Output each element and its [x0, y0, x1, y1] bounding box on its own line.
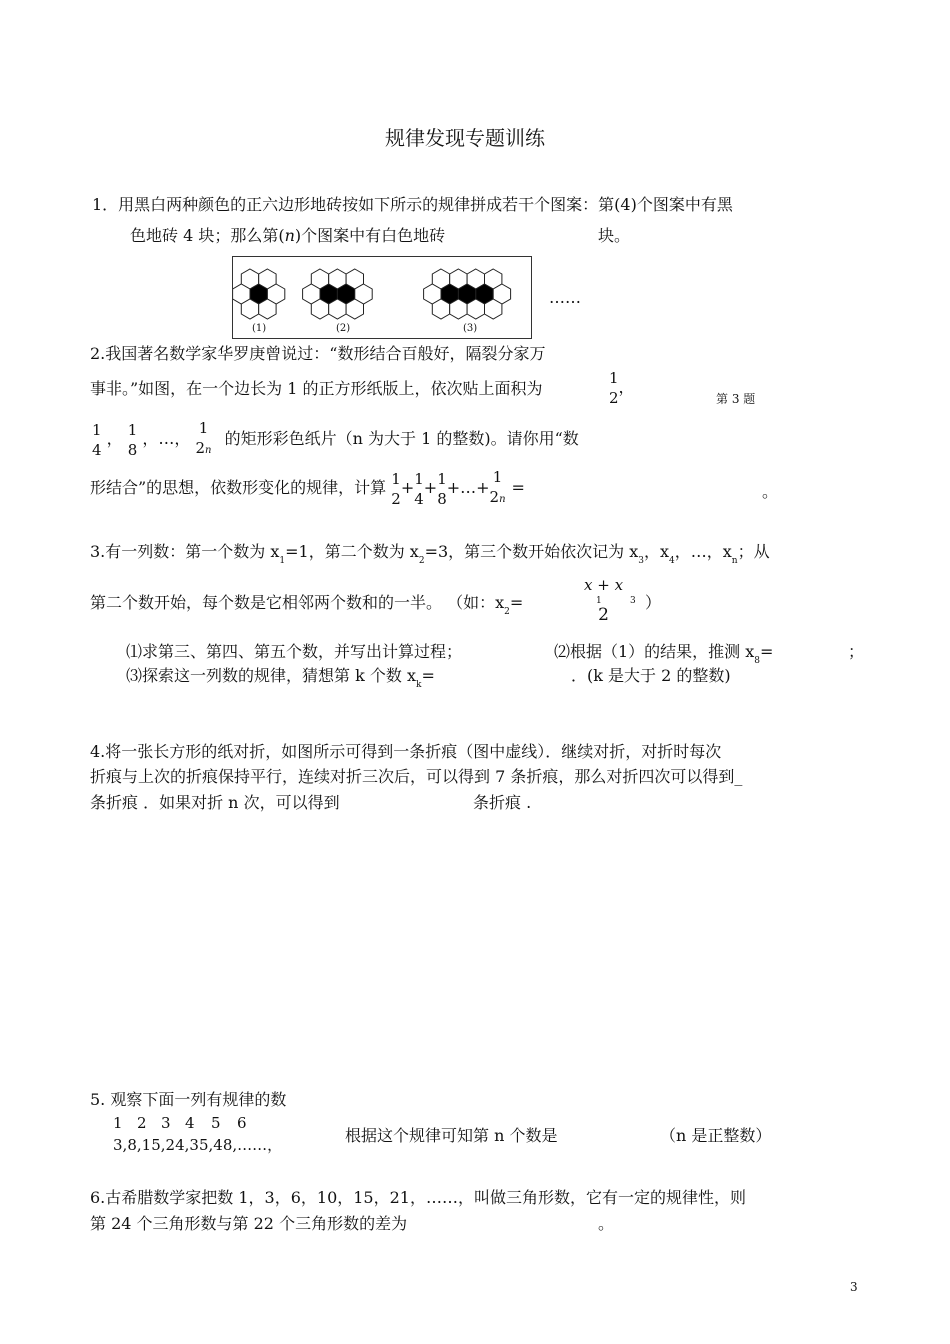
- q3-sub2: [554, 641, 773, 666]
- seq-num: 2: [137, 1114, 147, 1132]
- subscript: 2: [418, 556, 425, 566]
- q3-text: ⑶探索这一列数的规律，猜想第 k 个数 x: [126, 666, 416, 685]
- seq-den: 3: [113, 1136, 123, 1154]
- seq-den: 8: [127, 1136, 137, 1154]
- q3-line1: [90, 541, 770, 566]
- fig-label-1: (1): [252, 323, 267, 334]
- pattern-2: [303, 269, 373, 319]
- q3-text: =3，第三个数开始依次记为 x: [424, 542, 639, 561]
- frac-num: 1: [92, 420, 102, 439]
- subscript: 2: [504, 607, 510, 617]
- frac-num: 1: [492, 468, 503, 486]
- frac-den: 2n: [195, 439, 212, 457]
- pattern-3: [424, 269, 511, 319]
- hexagon-tiles-svg: [233, 257, 531, 338]
- equals: =: [421, 666, 435, 685]
- q3-text: =1，第二个数为 x: [285, 542, 419, 561]
- equals: =: [509, 593, 524, 612]
- q5-sequence: 1 2 3 4 5 6 3,8,15,24,35,48,……，: [113, 1114, 283, 1154]
- q3-text: 第二个数开始，每个数是它相邻两个数和的一半。 （如：x: [90, 593, 505, 612]
- subscript: 1: [596, 596, 602, 606]
- q3-sub3-end: ．(k 是大于 2 的整数): [571, 666, 731, 685]
- subscript: 8: [754, 656, 761, 666]
- frac-num: x + x: [584, 576, 624, 594]
- frac-den: 2: [609, 389, 619, 407]
- q2-comma: ，: [618, 377, 635, 397]
- q1-n: n: [284, 226, 295, 245]
- frac-num: 1: [414, 469, 424, 488]
- q2-line1: 2.我国著名数学家华罗庚曾说过：“数形结合百般好，隔裂分家万: [90, 344, 546, 363]
- hexagon-figure: [232, 256, 532, 339]
- seq-num: 1: [113, 1114, 123, 1132]
- subscript: 3: [638, 556, 644, 566]
- q1-line2-end: 块。: [598, 226, 631, 245]
- q4-line1: 4.将一张长方形的纸对折，如图所示可得到一条折痕（图中虚线）．继续对折，对折时每次: [90, 742, 722, 761]
- subscript: n: [731, 556, 738, 566]
- seq-tail-dots: ,……，: [232, 1136, 283, 1154]
- frac-num: 1: [198, 419, 209, 437]
- frac-den: 8: [437, 489, 447, 508]
- seq-num: 4: [185, 1114, 195, 1132]
- q3-text: ，…，x: [674, 542, 732, 561]
- q2-line4-head: 形结合”的思想，依数形变化的规律，计算: [90, 478, 387, 497]
- q5-tail: 根据这个规律可知第 n 个数是: [345, 1126, 558, 1145]
- q4-line3a: 条折痕 ．如果对折 n 次，可以得到: [90, 793, 340, 812]
- q3-text: ，x: [644, 542, 670, 561]
- q1-line1: 1．用黑白两种颜色的正六边形地砖按如下所示的规律拼成若干个图案：第(4)个图案中有黑: [92, 195, 733, 214]
- q3-sub1: ⑴求第三、第四、第五个数，并写出计算过程；: [126, 642, 463, 661]
- subscript: 4: [669, 556, 675, 566]
- frac-den: 2: [391, 489, 401, 508]
- q1-ellipsis: ……: [549, 288, 581, 307]
- frac-num: 1: [127, 420, 138, 439]
- frac-num: 1: [391, 469, 401, 488]
- frac-den: 4: [92, 440, 102, 459]
- plus: +: [400, 478, 415, 497]
- q6-line1: 6.古希腊数学家把数 1，3，6，10，15，21，……，叫做三角形数，它有一定的规律性，则: [90, 1188, 746, 1207]
- q1-line2: [130, 225, 445, 247]
- plus: +: [423, 478, 438, 497]
- q2-line3-tail: 的矩形彩色纸片（n 为大于 1 的整数)。请你用“数: [224, 429, 579, 448]
- q3-text: ；从: [737, 542, 770, 561]
- frac-den: 2: [598, 605, 609, 625]
- fig-label-2: (2): [336, 323, 351, 334]
- frac-num: 1: [609, 369, 619, 387]
- frac-den: 8: [127, 440, 138, 459]
- q1-line2-b: )个图案中有白色地砖: [294, 226, 446, 245]
- q2-line4: [90, 467, 525, 510]
- q3-sub3: [126, 665, 435, 690]
- q3-text: ⑵根据（1）的结果，推测 x: [554, 642, 755, 661]
- subscript: 1: [279, 556, 286, 566]
- q3-frac: [584, 576, 636, 626]
- q1-line2-a: 色地砖 4 块；那么第(: [130, 226, 285, 245]
- q2-line2: 事非。”如图，在一个边长为 1 的正方形纸版上，依次贴上面积为: [90, 379, 543, 398]
- q3-sub2-end: ；: [848, 642, 865, 661]
- seq-num: 3: [161, 1114, 171, 1132]
- q2-end: 。: [762, 482, 779, 501]
- pattern-1: [233, 269, 285, 319]
- seq-num: 6: [237, 1114, 247, 1132]
- frac-den: 4: [414, 489, 424, 508]
- fig-caption: 第 3 题: [716, 392, 756, 406]
- q2-sep: ，: [106, 429, 123, 448]
- frac-num: 1: [437, 469, 447, 488]
- q3-line2-end: ）: [645, 593, 662, 612]
- seq-den: 48: [213, 1136, 233, 1154]
- seq-den: 15: [141, 1136, 161, 1154]
- q3-text: 3.有一列数：第一个数为 x: [90, 542, 280, 561]
- subscript: 3: [630, 596, 636, 606]
- q4-line2: 折痕与上次的折痕保持平行，连续对折三次后，可以得到 7 条折痕，那么对折四次可以得到_: [90, 767, 743, 786]
- q5-head: 5. 观察下面一列有规律的数: [90, 1090, 287, 1109]
- q6-line2b: 。: [598, 1214, 615, 1233]
- q2-line3: [92, 418, 579, 461]
- equals: =: [511, 478, 525, 497]
- seq-num: 5: [211, 1114, 221, 1132]
- sum-dots: +…+: [446, 478, 490, 497]
- frac-den: 2n: [489, 488, 506, 506]
- seq-den: 24: [165, 1136, 185, 1154]
- seq-den: 35: [189, 1136, 209, 1154]
- q4-line3b: 条折痕 .: [473, 793, 532, 812]
- q5-note: （n 是正整数）: [660, 1126, 772, 1145]
- subscript: k: [415, 680, 422, 690]
- page-number: 3: [850, 1280, 858, 1294]
- q6-line2a: 第 24 个三角形数与第 22 个三角形数的差为: [90, 1214, 408, 1233]
- q2-frac-half: [609, 368, 635, 408]
- equals: =: [760, 642, 774, 661]
- q3-line2: [90, 592, 523, 617]
- fig-label-3: (3): [463, 323, 478, 334]
- q2-dots: ，…，: [142, 429, 191, 448]
- page-title: 规律发现专题训练: [385, 126, 545, 150]
